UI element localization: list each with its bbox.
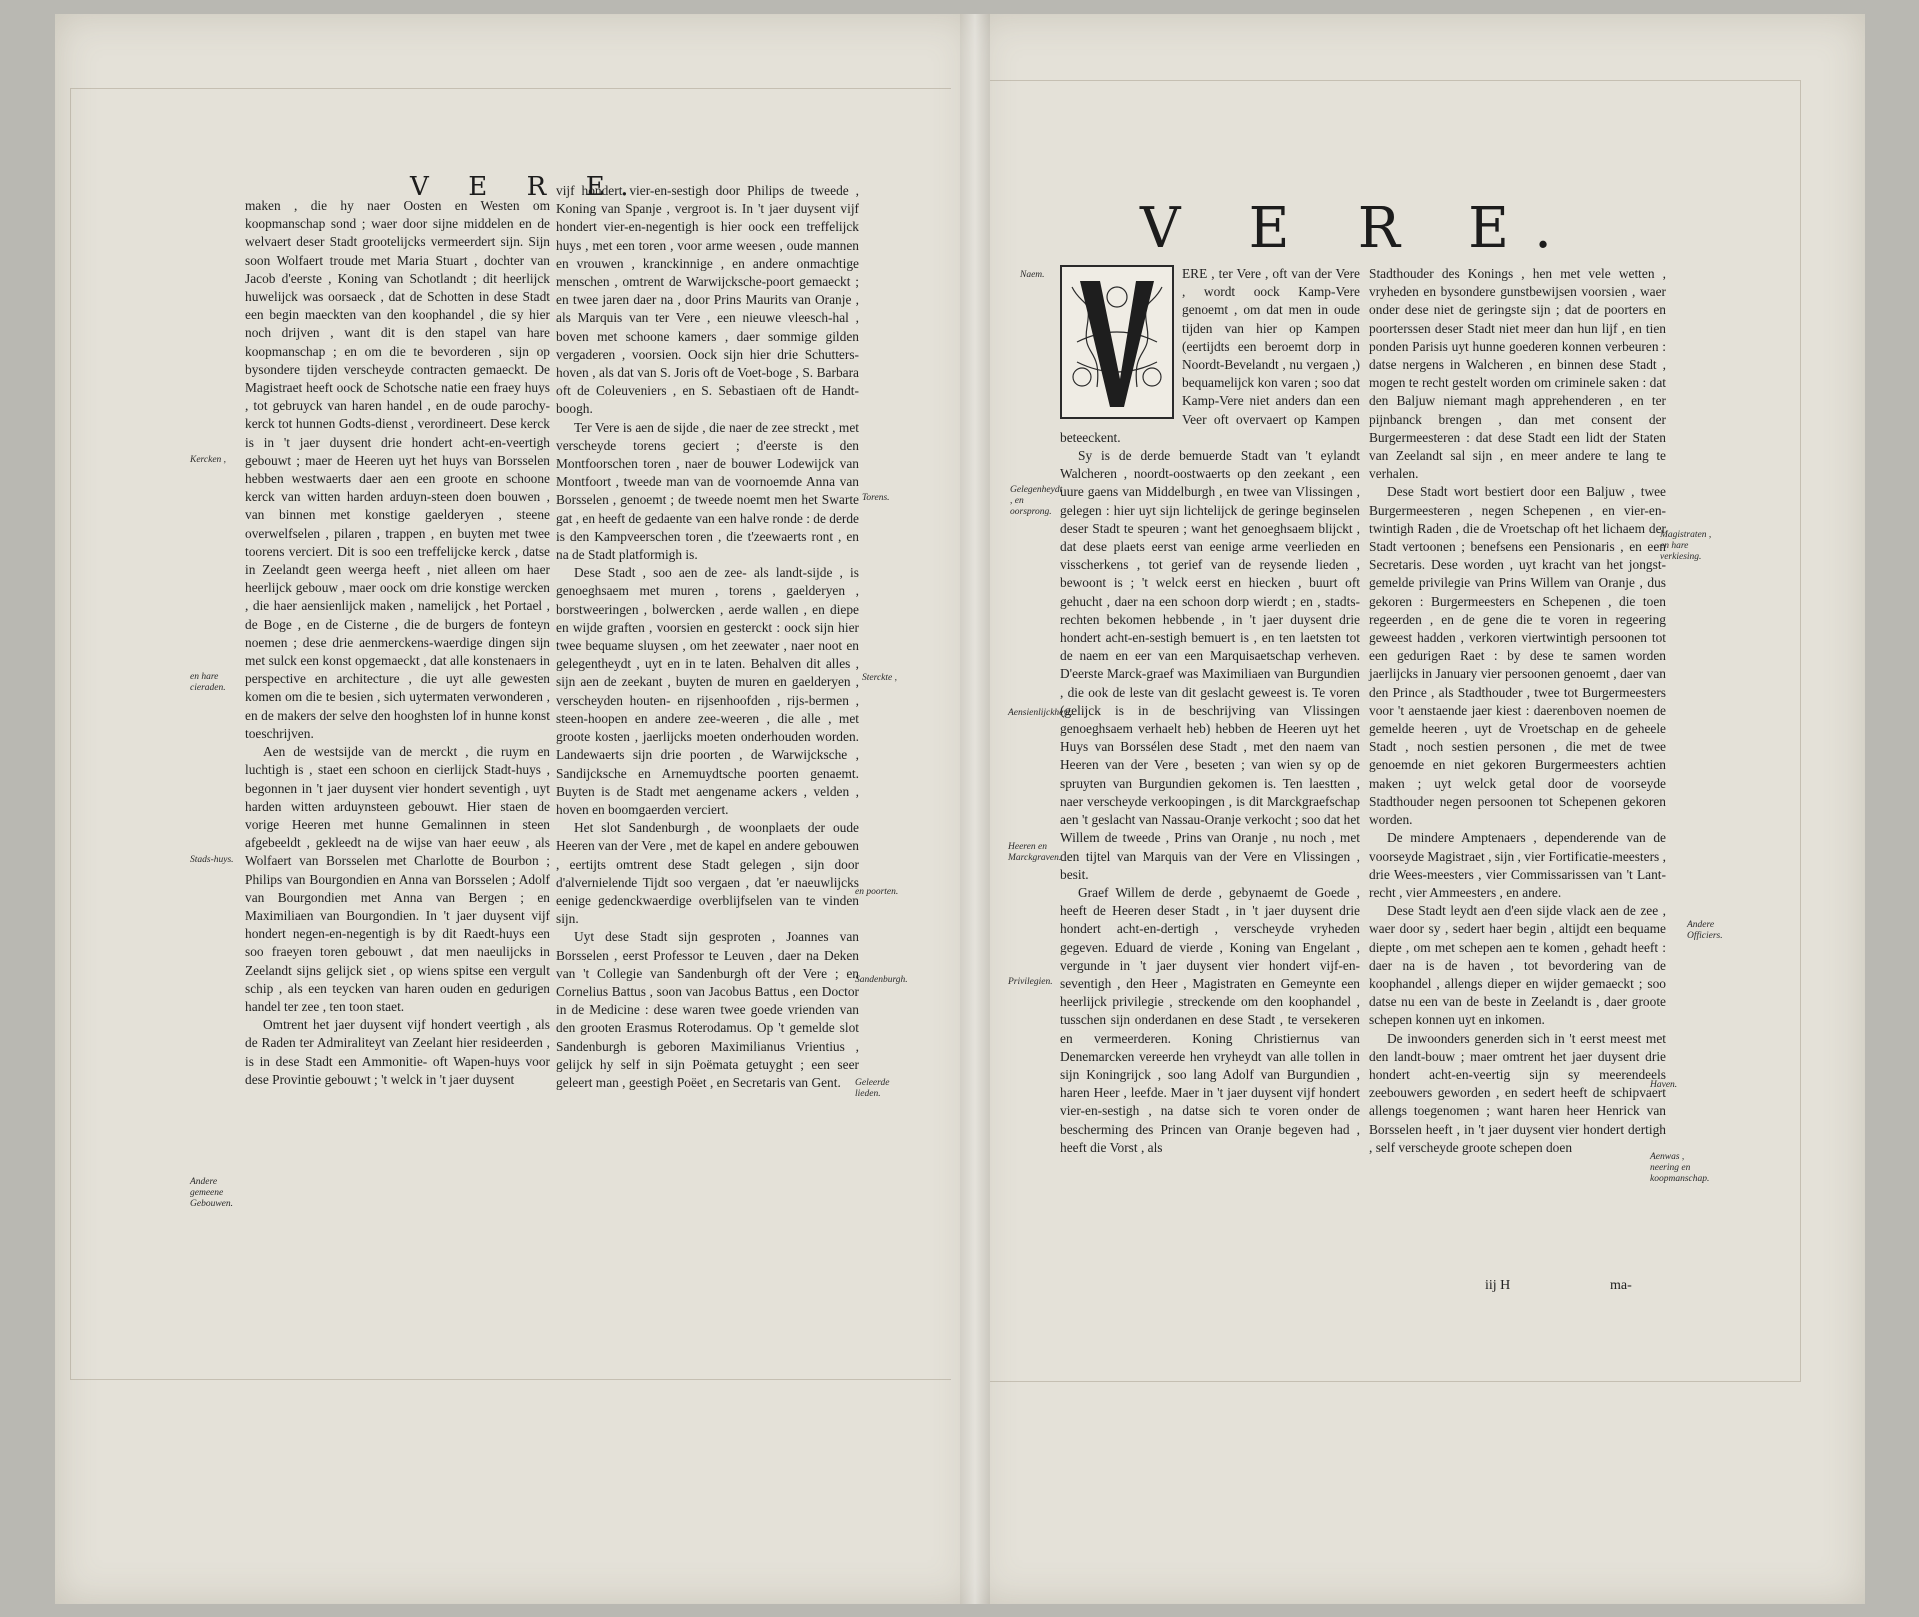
margin-note-magistraten: Magistraten , en hare verkiesing. xyxy=(1660,530,1712,562)
margin-note-marckgraven: Heeren en Marckgraven. xyxy=(1008,842,1062,863)
margin-note-torens: Torens. xyxy=(862,493,890,503)
paragraph: Dese Stadt , soo aen de zee- als landt-sijde , is genoeghsaem met muren , torens , gaelderyen , borstweeringen , bolwercken , aerde wallen , en diepe en wijde graften , voorsien en gesterckt : oock sijn hier twee bequame sluysen , om het zeewater , naer noot en gelegentheydt , uyt en in te laten. Behalven dit alles , sijn aen de zeekant , buyten de muren en gaelderyen , verscheyden houten- en rijsenhoofden , rijs-bermen , steen-hoopen en andere zee-weeren , die alle , met groote kosten , jaerlijcks moeten onderhouden worden. Landewaerts sijn drie poorten , de Warwijcksche , Sandijcksche en Arnemuydtsche poorten genaemt. Buyten is de Stadt met aengename ackers , velden , hoven en boomgaerden verciert. xyxy=(556,565,859,817)
paragraph: Ter Vere is aen de sijde , die naer de zee streckt , met verscheyde torens geciert ; d'eerste is den Montfoorschen toren , naer de bouwer Lodewijck van Montfoort , tweede man van de voornoemde Anna van Borsselen , genoemt ; de tweede noemt men het Swarte gat , en heeft de gedaente van een halve ronde : de derde is den Kampveerschen toren , die t'zeewaerts ront , en na de Stadt platformigh is. xyxy=(556,419,859,563)
paragraph: De mindere Amptenaers , dependerende van de voorseyde Magistraet , sijn , vier Fortificatie-meesters , drie Wees-meesters , vier Commissarissen van 't Lant-recht , vier Ammeesters , en andere. xyxy=(1369,830,1666,900)
margin-note-andere-gebouwen: Andere gemeene Gebouwen. xyxy=(190,1177,234,1209)
left-page-heading: V E R E. xyxy=(410,172,645,202)
paragraph: Aen de westsijde van de merckt , die ruym en luchtigh is , staet een schoon en cierlijck Stadt-huys , begonnen in 't jaer duysent vier hondert seventigh , uyt harden witten arduynsteen gebouwt. Hier staen de vorige Heeren met hunne Gemalinnen in steen afgebeeldt , gekleedt na de wijse van haer eeuw , als Wolfaert van Borsselen met Charlotte de Bourbon ; Philips van Bourgondien en Anna van Borsselen ; Adolf van Bourgondien met Anna van Bergen ; en Maximiliaen van Bourgondien. In 't jaer duysent vijf hondert negen-en-negentigh is by dit Raedt-huys een soo fraeyen toren gebouwt , dat men naeulijcks in Zeelandt sijns gelijck siet , op wiens spitse een vergult schip , als een teycken van haren ouden en gedurigen handel ter zee , ten toon staet. xyxy=(245,744,550,1014)
margin-note-gelegenheydt: Gelegenheydt , en oorsprong. xyxy=(1010,485,1063,517)
right-page-column-2 xyxy=(1369,265,1666,1157)
paragraph: Het slot Sandenburgh , de woonplaets der oude Heeren van der Vere , met de kapel en andere gebouwen , eertijts omtrent dese Stadt gelegen , sijn door d'alvernielende Tijdt soo vergaen , dat 'er naeuwlijcks eenige gedenckwaerdige overblijfselen van te vinden sijn. xyxy=(556,820,859,927)
decorated-initial-v-icon xyxy=(1060,265,1174,419)
right-page-column-1 xyxy=(1060,265,1360,1157)
right-page-heading: V E R E. xyxy=(1140,196,1578,261)
paragraph: Dese Stadt leydt aen d'een sijde vlack aen de zee , waer door sy , sedert haer begin , altijdt een bequame diepte , om met schepen aen te komen , gehadt heeft : daer na is de haven , tot bevordering van de koophandel , allengs dieper en wijder gemaeckt ; soo datse nu een van de beste in Zeelandt is , daer groote schepen konnen uyt en inkomen. xyxy=(1369,903,1666,1028)
paragraph: ERE , ter Vere , oft van der Vere , wordt oock Kamp-Vere genoemt , om dat men in oude tijden van hier op Kampen (eertijdts een beroemt dorp in Noordt-Bevelandt , nu vergaen ,) bequamelijck kon varen ; soo dat Kamp-Vere niet anders dan een Veer oft overvaert op Kampen beteeckent. xyxy=(1060,266,1360,445)
margin-note-haven: Haven. xyxy=(1650,1080,1678,1090)
paragraph: Stadthouder des Konings , hen met vele wetten , vryheden en bysondere gunstbewijsen voorsien , waer onder dese niet de geringste sijn ; dat de poorters en poorterssen deser Stadt niet meer dan hun lijf , en tien ponden Parisis uyt hunne goederen konnen verbeuren : datse nergens in Walcheren , en binnen dese Stadt , mogen te recht gestelt worden om criminele saken : dat den Baljuw niemant magh apprehenderen , en ter pijnbanck brengen , dan met consent der Burgermeesteren : dat dese Stadt een lidt der Staten van Zeelandt sal sijn , en meer andere te lang te verhalen. xyxy=(1369,266,1666,482)
paragraph: Dese Stadt wort bestiert door een Baljuw , twee Burgermeesteren , negen Schepenen , en vier-en-twintigh Raden , die de Vroetschap oft het lichaem der Stadt vertoonen ; benefsens een Pensionaris , en een Secretaris. Dese worden , uyt kracht van het jongst-gemelde privilegie van Prins Willem van Oranje , dus gekoren : Burgermeesters en Schepenen , die toen regeerden , en de gene die te voren in regeering geweest hadden , verkoren viertwintigh persoonen tot een gedurigen Raet : by dese te samen worden jaerlijcks in January vier persoonen genoemt , daer van den Prince , als Stadthouder , twee tot Burgermeesters voor 't aenstaende jaer kiest : daerenboven noemen de gemelde heeren , uyt de Vroetschap en de geheele Stadt , noch sestien personen , die met de twee genoemde en niet gekoren Burgermeesters achtien maken ; uyt welck getal door de voorseyde Stadthouder negen persoonen tot Schepenen gekoren worden. xyxy=(1369,484,1666,828)
paragraph: Omtrent het jaer duysent vijf hondert veertigh , als de Raden ter Admiraliteyt van Zeelant hier resideerden , is in dese Stadt een Ammonitie- oft Wapen-huys voor dese Provintie gebouwt ; 't welck in 't jaer duysent xyxy=(245,1017,550,1087)
margin-note-kercken: Kercken , xyxy=(190,455,227,465)
margin-note-poorten: en poorten. xyxy=(855,887,899,897)
signature-mark: iij H xyxy=(1485,1278,1511,1293)
margin-note-stadshuys: Stads-huys. xyxy=(190,855,234,865)
margin-note-aenwas: Aenwas , neering en koopmanschap. xyxy=(1650,1152,1710,1184)
left-page-column-1 xyxy=(245,197,550,1089)
margin-note-sterckte: Sterckte , xyxy=(862,673,897,683)
margin-note-cieraden: en hare cieraden. xyxy=(190,672,226,693)
margin-note-geleerde-lieden: Geleerde lieden. xyxy=(855,1078,890,1099)
page-fold xyxy=(960,14,990,1604)
margin-note-naem: Naem. xyxy=(1020,270,1045,280)
paragraph: De inwoonders generden sich in 't eerst meest met den landt-bouw ; maer omtrent het jaer duysent drie hondert acht-en-veertig sijn sy meerendeels zeebouwers geworden , en sedert heeft de schipvaert allengs toegenomen ; want haren heer Henrick van Borsselen heeft , in 't jaer duysent vier hondert dertigh , self verscheyde groote schepen doen xyxy=(1369,1030,1666,1155)
paragraph: vijf hondert vier-en-sestigh door Philips de tweede , Koning van Spanje , vergroot is. In 't jaer duysent vijf hondert vier-en-negentigh is hier oock een treffelijck huys , met een toren , voor arme weesen , oude mannen en vrouwen , kranckinnige , en andere onmachtige menschen , omtrent de Warwijcksche-poort gemaeckt ; en twee jaren daer na , door Prins Maurits van Oranje , als Marquis van ter Vere , een nieuwe vleesch-hal , boven met schoone kamers , daer sommige gilden vergaderen , voorsien. Oock sijn hier drie Schutters-hoven , als dat van S. Joris oft de Voet-boge , S. Barbara oft de Coleuveniers , en S. Sebastiaen oft de Handt-boogh. xyxy=(556,183,859,417)
margin-note-sandenburgh: Sandenburgh. xyxy=(855,975,908,985)
catchword: ma- xyxy=(1610,1278,1632,1293)
paragraph: Uyt dese Stadt sijn gesproten , Joannes van Borsselen , eerst Professor te Leuven , daer na Deken van 't Collegie van Sandenburgh oft der Vere ; en Cornelius Battus , soon van Jacobus Battus , een Doctor in de Medicine : dese waren twee goede vrienden van den grooten Erasmus Roterodamus. Op 't gemelde slot Sandenburgh is geboren Maximilianus Vrientius , gelijck hy self in sijn Poëmata getuyght ; een seer geleert man , geestigh Poëet , en Secretaris van Gent. xyxy=(556,929,859,1090)
paragraph: maken , die hy naer Oosten en Westen om koopmanschap sond ; waer door sijne middelen en de welvaert deser Stadt grootelijcks vermeerdert sijn. Sijn soon Wolfaert troude met Maria Stuart , dochter van Jacob d'eerste , Koning van Schotlandt ; dit heerlijck huwelijck was oorsaeck , dat de Schotten in dese Stadt een begin maeckten van den koophandel , die sy hier noch drijven , want dit is den stapel van hare koopmanschap ; en om die te bevorderen , sijn op bysondere tijden verscheyde contracten gemaeckt. De Magistraet heeft oock de Schotsche natie een fraey huys , tot gebruyck van haren handel , en de oude parochy-kerck tot hunnen Godts-dienst , verordineert. Dese kerck is in 't jaer duysent drie hondert acht-en-veertigh gebouwt ; maer de Heeren uyt het huys van Borsselen hebben westwaerts daer aen een groote en schoone kerck van witten harden arduyn-steen doen bouwen , van binnen met konstige gaelderyen , steene overwelfselen , pilaren , trappen , en buyten met twee toorens verciert. Dit is soo een treffelijcke kerck , datse in Zeelandt geen weerga heeft , niet alleen om haer heerlijck gebouw , maer oock om drie konstige wercken , die haer aensienlijck maken , namelijck , het Portael , de Boge , en de Cisterne , die de burgers de fonteyn noemen ; dese drie aenmerckens-waerdige dingen sijn met sulck een konst opgemaeckt , dat alle konstenaers in perspective en architecture , die uyt alle gewesten komen om die te besien , sich uytermaten verwonderen , en de makers der selve den hooghsten lof in hunne konst toeschrijven. xyxy=(245,198,550,741)
paragraph: Sy is de derde bemuerde Stadt van 't eylandt Walcheren , noordt-oostwaerts op den zeekant , een uure gaens van Middelburgh , en twee van Vlissingen , gelegen : hier uyt sijn lichtelijck de geringe beginselen deser Stadt te speuren ; want het genoeghsaem blijckt , dat dese plaets eerst van eenige arme veerlieden en visscherkens , tot gerief van de reysende lieden , bewoont is ; 't welck eerst en hiecken , buurt oft gehucht , daer na een schoon dorp wierdt ; en , stadts-rechten bekomen hebbende , in 't jaer duysent drie hondert acht-en-sestigh bemuert is , en ten laetsten tot de naem en eer van een Marquisaetschap verheven. D'eerste Marck-graef was Maximiliaen van Burgundien , die ook de leste van dit geslacht geweest is. Te voren (gelijck is in de beschrijving van Vlissingen genoeghsaem verhaelt heb) hebben de Heeren uyt het Huys van Borssélen dese Stadt , met den naem van Heeren van der Vere , beseten ; van wien sy op de spruyten van Burgundien gekomen is. Ten laestten , naer verscheyde verkoopingen , is dit Marckgraefschap aen 't geslacht van Nassau-Oranje verkocht ; soo dat het Willem de tweede , Prins van Oranje , nu noch , met den tijtel van Marquis van der Vere en Vlissingen , besit. xyxy=(1060,448,1360,882)
margin-note-aensienlijckheyt: Aensienlijckheyt. xyxy=(1008,708,1073,718)
margin-note-privilegien: Privilegien. xyxy=(1008,977,1053,987)
paragraph: Graef Willem de derde , gebynaemt de Goede , heeft de Heeren deser Stadt , in 't jaer duysent drie hondert acht-en-dertigh , verscheyde vryheden gegeven. Eduard de vierde , Koning van Engelant , vergunde in 't jaer duysent vier hondert vijf-en-seventigh , den Heer , Magistraten en Gemeynte een heerlijck privilegie , streckende om den koophandel , tusschen sijn onderdanen en dese Stadt , te versekeren en vermeerderen. Koning Christiernus van Denemarcken vereerde hen vryheydt van alle tollen in sijn Koningrijck , soo lang Adolf van Burgundien , haren Heer , leefde. Maer in 't jaer duysent vijf hondert vier-en-sestigh , na datse sich te voren onder de bescherming des Princen van Oranje begeven had , heeft die Vorst , als xyxy=(1060,884,1360,1155)
left-page-column-2 xyxy=(556,182,859,1092)
margin-note-andere-officiers: Andere Officiers. xyxy=(1687,920,1723,941)
